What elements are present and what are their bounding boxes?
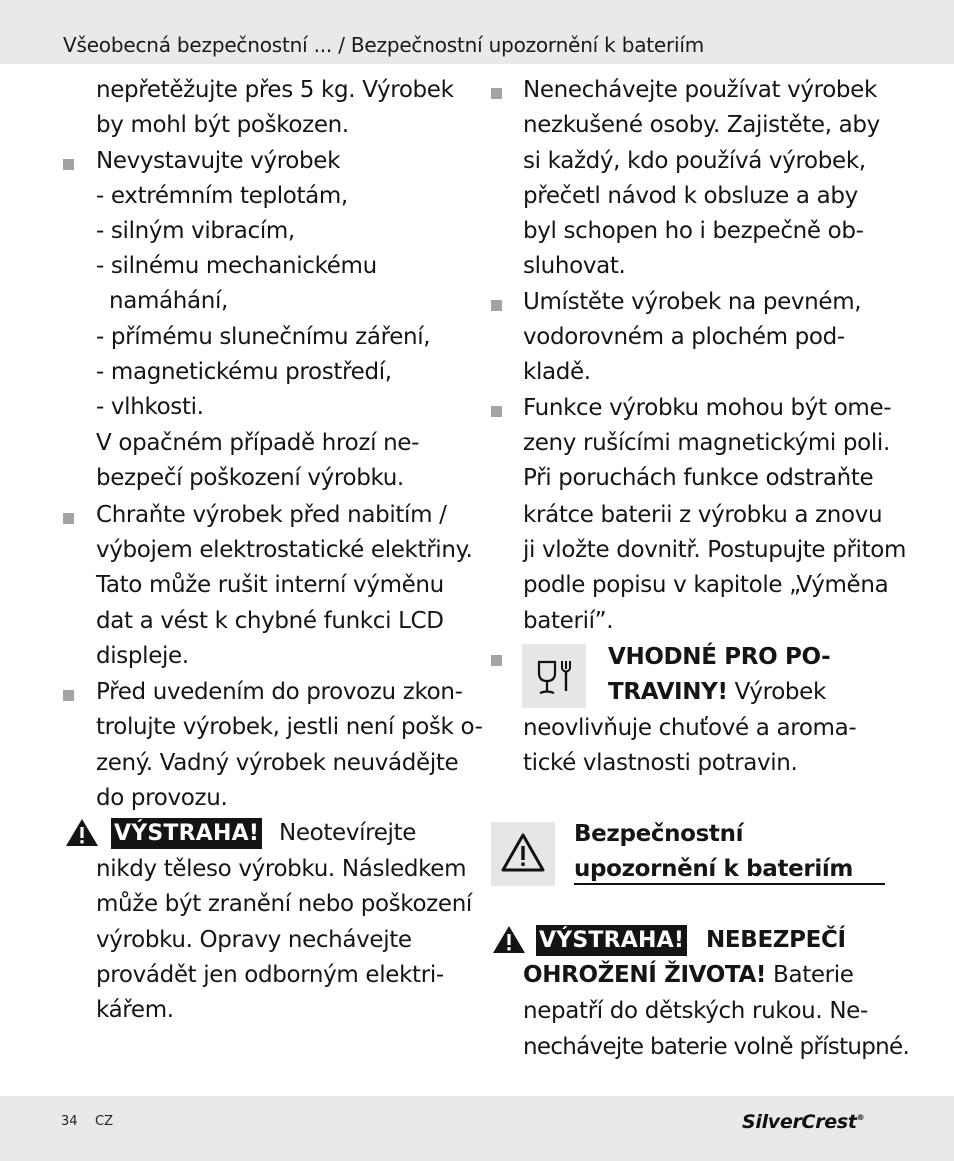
text-line: nepřetěžujte přes 5 kg. Výrobek [96, 77, 454, 103]
text-line: baterií”. [523, 608, 614, 634]
text-line: výrobku. Opravy nechávejte [96, 927, 412, 953]
warning-triangle-icon [65, 818, 99, 847]
text-line: si každý, kdo používá výrobek, [523, 148, 866, 174]
text-line: vodorovném a plochém pod- [523, 324, 845, 350]
text-line: - silným vibracím, [96, 218, 295, 244]
brand-name: SilverCrest [742, 1111, 857, 1133]
text-line: by mohl být poškozen. [96, 112, 349, 138]
bullet-square [491, 655, 502, 666]
food-safe-heading: VHODNÉ PRO PO- [608, 644, 831, 670]
text-line: nezkušené osoby. Zajistěte, aby [523, 112, 880, 138]
text-line: může být zranění nebo poškození [96, 891, 472, 917]
text-line: displeje. [96, 643, 189, 669]
language-code: CZ [95, 1114, 113, 1129]
text-line: - vlhkosti. [96, 394, 204, 420]
food-safe-heading-cont: TRAVINY! [608, 679, 728, 705]
brand-logo [742, 1111, 864, 1133]
text-line: byl schopen ho i bezpečně ob- [523, 218, 864, 244]
text-line: ji vložte dovnitř. Postupujte přitom [523, 537, 907, 563]
text-line: podle popisu v kapitole „Výměna [523, 572, 889, 598]
text-line: - silnému mechanickému [96, 253, 377, 279]
food-safe-icon-box [522, 644, 586, 708]
running-header: Všeobecná bezpečnostní ... / Bezpečnostní upozornění k bateriím [63, 33, 705, 57]
text-line: Tato může rušit interní výměnu [96, 572, 444, 598]
warning-label: VÝSTRAHA! [536, 925, 687, 956]
section-title: Bezpečnostní [574, 821, 744, 847]
text-line: nechávejte baterie volně přístupné. [523, 1034, 910, 1060]
text-line: namáhání, [109, 288, 228, 314]
text-line: zený. Vadný výrobek neuvádějte [96, 750, 459, 776]
text-line: nepatří do dětských rukou. Ne- [523, 998, 868, 1024]
bullet-square [63, 513, 74, 524]
text-line: zeny rušícími magnetickými poli. [523, 430, 890, 456]
bullet-square [491, 300, 502, 311]
text-line: Umístěte výrobek na pevném, [523, 289, 862, 315]
text-line [523, 958, 854, 993]
text-line: tické vlastnosti potravin. [523, 750, 798, 776]
text-line: Nenechávejte používat výrobek [523, 77, 877, 103]
text-line: sluhovat. [523, 253, 626, 279]
bullet-square [63, 159, 74, 170]
text-run: Výrobek [734, 679, 826, 705]
text-line: Nevystavujte výrobek [96, 148, 341, 174]
text-line: dat a vést k chybné funkci LCD [96, 608, 444, 634]
text-line: neovlivňuje chuťové a aroma- [523, 715, 857, 741]
text-line: V opačném případě hrozí ne- [96, 430, 420, 456]
text-line: trolujte výrobek, jestli není pošk o- [96, 714, 483, 740]
glass-fork-icon [522, 644, 586, 708]
text-line: Před uvedením do provozu zkon- [96, 679, 463, 705]
text-line: Chraňte výrobek před nabitím / [96, 502, 447, 528]
text-line: výbojem elektrostatické elektřiny. [96, 537, 473, 563]
text-line: - přímému slunečnímu záření, [96, 324, 431, 350]
section-title: upozornění k bateriím [574, 856, 854, 882]
text-line: krátce baterii z výrobku a znovu [523, 502, 883, 528]
warning-label: VÝSTRAHA! [111, 818, 262, 849]
text-line: přečetl návod k obsluze a aby [523, 183, 858, 209]
text-line: - extrémním teplotám, [96, 183, 348, 209]
warning-triangle-icon [492, 925, 526, 954]
text-line: - magnetickému prostředí, [96, 359, 392, 385]
text-line: Funkce výrobku mohou být ome- [523, 395, 892, 421]
text-run: Baterie [773, 962, 854, 988]
text-line [608, 675, 826, 710]
bullet-square [63, 690, 74, 701]
section-warning-icon-box [491, 822, 555, 886]
section-title-underline [574, 883, 885, 885]
danger-heading-cont: OHROŽENÍ ŽIVOTA! [523, 962, 767, 988]
text-line: provádět jen odborným elektri- [96, 962, 444, 988]
registered-mark: ® [856, 1113, 865, 1122]
bullet-square [491, 406, 502, 417]
text-line: do provozu. [96, 785, 228, 811]
text-line: Při poruchách funkce odstraňte [523, 465, 874, 491]
danger-heading: NEBEZPEČÍ [706, 927, 846, 953]
bullet-square [491, 88, 502, 99]
warning-triangle-icon [491, 822, 555, 886]
text-line: kářem. [96, 997, 174, 1023]
text-line: nikdy těleso výrobku. Následkem [96, 856, 467, 882]
page-number: 34 [61, 1114, 78, 1129]
text-line: bezpečí poškození výrobku. [96, 465, 404, 491]
text-line: kladě. [523, 359, 591, 385]
text-line: Neotevírejte [279, 820, 417, 846]
